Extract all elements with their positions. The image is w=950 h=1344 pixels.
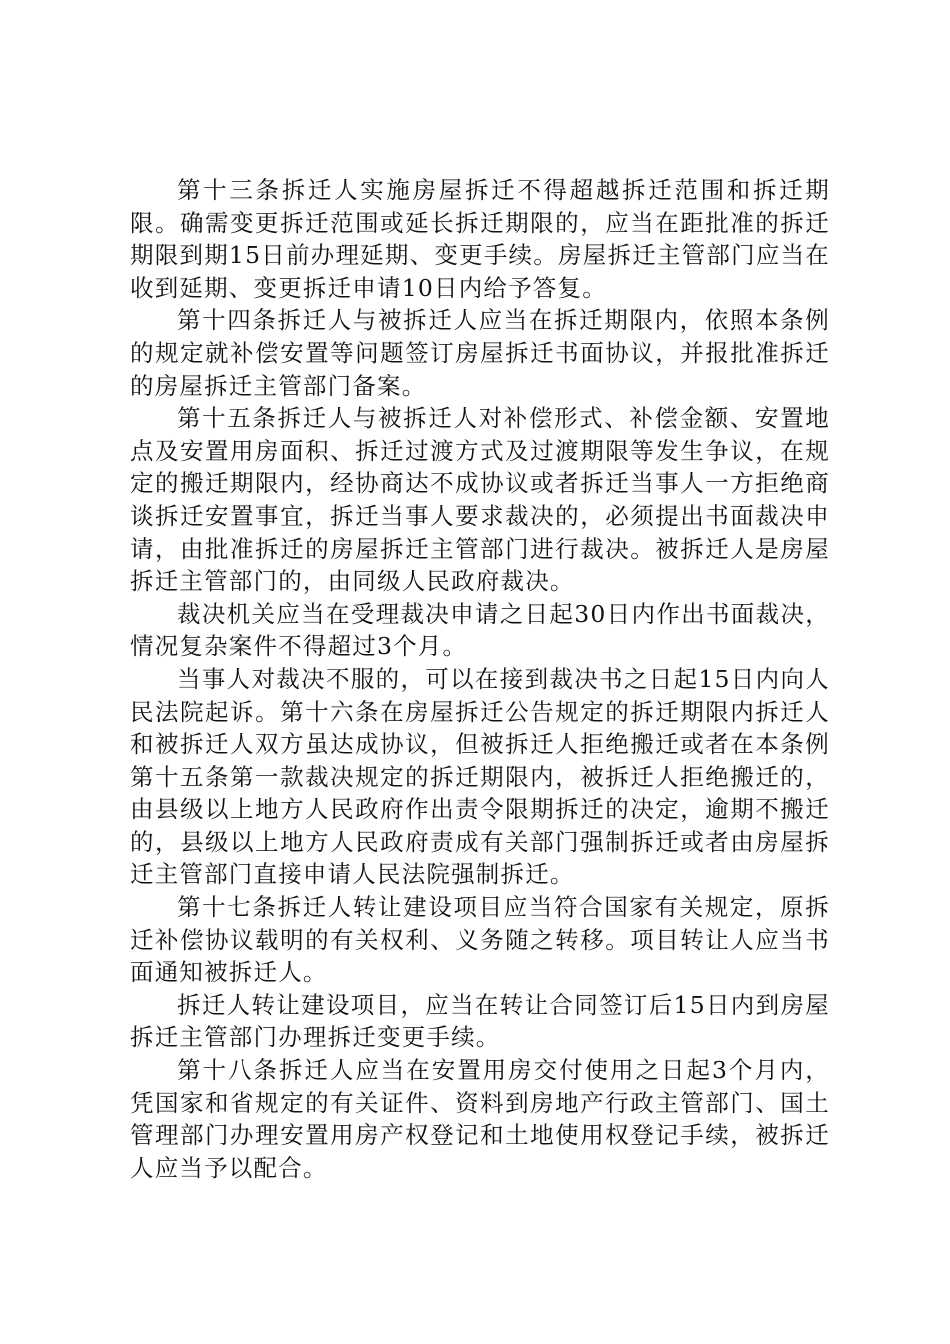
paragraph-ruling-deadline: 裁决机关应当在受理裁决申请之日起30日内作出书面裁决，情况复杂案件不得超过3个月。 — [130, 599, 830, 661]
paragraph-article-15: 第十五条拆迁人与被拆迁人对补偿形式、补偿金额、安置地点及安置用房面积、拆迁过渡方式及过渡期限等发生争议，在规定的搬迁期限内，经协商达不成协议或者拆迁当事人一方拒绝商谈拆迁安置事宜，拆迁当事人要求裁决的，必须提出书面裁决申请，由批准拆迁的房屋拆迁主管部门进行裁决。被拆迁人是房屋拆迁主管部门的，由同级人民政府裁决。 — [130, 404, 830, 596]
paragraph-article-17: 第十七条拆迁人转让建设项目应当符合国家有关规定，原拆迁补偿协议载明的有关权利、义务随之转移。项目转让人应当书面通知被拆迁人。 — [130, 893, 830, 987]
paragraph-article-16: 当事人对裁决不服的，可以在接到裁决书之日起15日内向人民法院起诉。第十六条在房屋拆迁公告规定的拆迁期限内拆迁人和被拆迁人双方虽达成协议，但被拆迁人拒绝搬迁或者在本条例第十五条第一款裁决规定的拆迁期限内，被拆迁人拒绝搬迁的，由县级以上地方人民政府作出责令限期拆迁的决定，逾期不搬迁的，县级以上地方人民政府责成有关部门强制拆迁或者由房屋拆迁主管部门直接申请人民法院强制拆迁。 — [130, 664, 830, 889]
paragraph-article-18: 第十八条拆迁人应当在安置用房交付使用之日起3个月内，凭国家和省规定的有关证件、资料到房地产行政主管部门、国土管理部门办理安置用房产权登记和土地使用权登记手续，被拆迁人应当予以配合。 — [130, 1056, 830, 1182]
document-body — [130, 174, 830, 1184]
paragraph-article-14: 第十四条拆迁人与被拆迁人应当在拆迁期限内，依照本条例的规定就补偿安置等问题签订房屋拆迁书面协议，并报批准拆迁的房屋拆迁主管部门备案。 — [130, 306, 830, 400]
paragraph-project-transfer: 拆迁人转让建设项目，应当在转让合同签订后15日内到房屋拆迁主管部门办理拆迁变更手续。 — [130, 990, 830, 1052]
paragraph-article-13: 第十三条拆迁人实施房屋拆迁不得超越拆迁范围和拆迁期限。确需变更拆迁范围或延长拆迁期限的，应当在距批准的拆迁期限到期15日前办理延期、变更手续。房屋拆迁主管部门应当在收到延期、变更拆迁申请10日内给予答复。 — [130, 176, 830, 302]
